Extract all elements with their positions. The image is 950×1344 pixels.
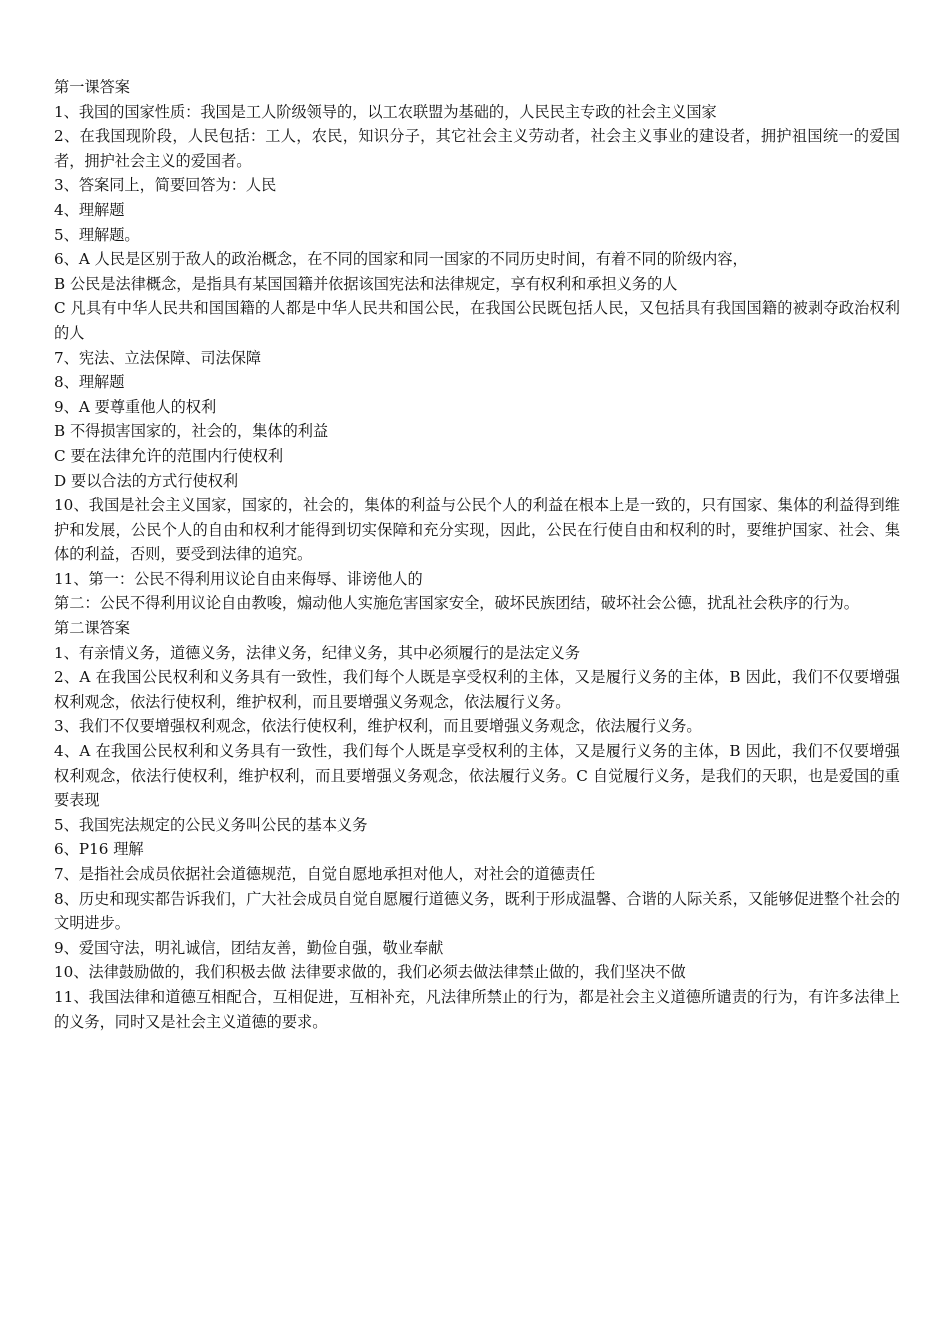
lesson1-answer-line: 4、理解题 xyxy=(54,200,125,219)
lesson1-title: 第一课答案 xyxy=(54,78,130,96)
lesson2-answer-line: 4、A 在我国公民权利和义务具有一致性，我们每个人既是享受权利的主体，又是履行义务的主体，B 因此，我们不仅要增强权利观念，依法行使权利，维护权利，而且要增强义务观念，依法履行义务。C 自觉履行义务，是我们的天职，也是爱国的重要表现 xyxy=(54,742,900,810)
lesson1-answer-line: 2、在我国现阶段，人民包括：工人，农民，知识分子，其它社会主义劳动者，社会主义事业的建设者，拥护祖国统一的爱国者，拥护社会主义的爱国者。 xyxy=(54,127,900,170)
lesson2-title: 第二课答案 xyxy=(54,619,130,638)
lesson1-answer-line: 第二：公民不得利用议论自由教唆，煽动他人实施危害国家安全，破坏民族团结，破坏社会公德，扰乱社会秩序的行为。 xyxy=(54,594,859,613)
lesson1-answer-line: 11、第一：公民不得利用议论自由来侮辱、诽谤他人的 xyxy=(54,569,423,588)
lesson1-answer-line: 3、答案同上，简要回答为：人民 xyxy=(54,176,277,195)
lesson1-answer-line: C 要在法律允许的范围内行使权利 xyxy=(54,446,284,465)
lesson2-answer-line: 2、A 在我国公民权利和义务具有一致性，我们每个人既是享受权利的主体，又是履行义务的主体，B 因此，我们不仅要增强权利观念，依法行使权利，维护权利，而且要增强义务观念，依法履行义务。 xyxy=(54,668,900,711)
lesson1-answer-line: 9、A 要尊重他人的权利 xyxy=(54,397,217,416)
lesson2-answer-line: 1、有亲情义务，道德义务，法律义务，纪律义务，其中必须履行的是法定义务 xyxy=(54,643,581,662)
lesson1-answer-line: B 公民是法律概念，是指具有某国国籍并依据该国宪法和法律规定，享有权利和承担义务的人 xyxy=(54,274,678,293)
lesson1-answer-line: 7、宪法、立法保障、司法保障 xyxy=(54,348,262,367)
lesson2-answer-line: 7、是指社会成员依据社会道德规范，自觉自愿地承担对他人，对社会的道德责任 xyxy=(54,865,596,883)
lesson1-answer-line: 10、我国是社会主义国家，国家的，社会的，集体的利益与公民个人的利益在根本上是一致的，只有国家、集体的利益得到维护和发展，公民个人的自由和权利才能得到切实保障和充分实现，因此，公民在行使自由和权利的时，要维护国家、社会、集体的利益，否则，要受到法律的追究。 xyxy=(54,496,900,564)
lesson1-answer-line: 5、理解题。 xyxy=(54,225,140,244)
lesson2-answer-line: 11、我国法律和道德互相配合，互相促进，互相补充，凡法律所禁止的行为，都是社会主义道德所谴责的行为，有许多法律上的义务，同时又是社会主义道德的要求。 xyxy=(54,987,900,1031)
lesson2-answer-line: 3、我们不仅要增强权利观念，依法行使权利，维护权利，而且要增强义务观念，依法履行义务。 xyxy=(54,717,702,736)
lesson1-answer-line: 1、我国的国家性质：我国是工人阶级领导的，以工农联盟为基础的，人民民主专政的社会主义国家 xyxy=(54,102,717,121)
lesson1-answer-line: C 凡具有中华人民共和国国籍的人都是中华人民共和国公民，在我国公民既包括人民，又包括具有我国国籍的被剥夺政治权利的人 xyxy=(54,299,900,342)
lesson1-answer-line: 6、A 人民是区别于敌人的政治概念，在不同的国家和同一国家的不同历史时间，有着不同的阶级内容， xyxy=(54,250,748,269)
lesson2-answer-line: 5、我国宪法规定的公民义务叫公民的基本义务 xyxy=(54,815,368,834)
document-page xyxy=(54,75,900,1034)
lesson1-answer-line: D 要以合法的方式行使权利 xyxy=(54,471,239,490)
lesson2-answer-line: 9、爱国守法，明礼诚信，团结友善，勤俭自强，敬业奉献 xyxy=(54,938,444,957)
lesson2-answer-line: 6、P16 理解 xyxy=(54,840,144,859)
lesson1-answer-line: 8、理解题 xyxy=(54,373,125,392)
lesson2-answer-line: 8、历史和现实都告诉我们，广大社会成员自觉自愿履行道德义务，既利于形成温馨、合谐的人际关系，又能够促进整个社会的文明进步。 xyxy=(54,889,900,933)
lesson2-answer-line: 10、法律鼓励做的，我们积极去做 法律要求做的，我们必须去做法律禁止做的，我们坚决不做 xyxy=(54,963,686,982)
lesson1-answer-line: B 不得损害国家的，社会的，集体的利益 xyxy=(54,422,329,441)
